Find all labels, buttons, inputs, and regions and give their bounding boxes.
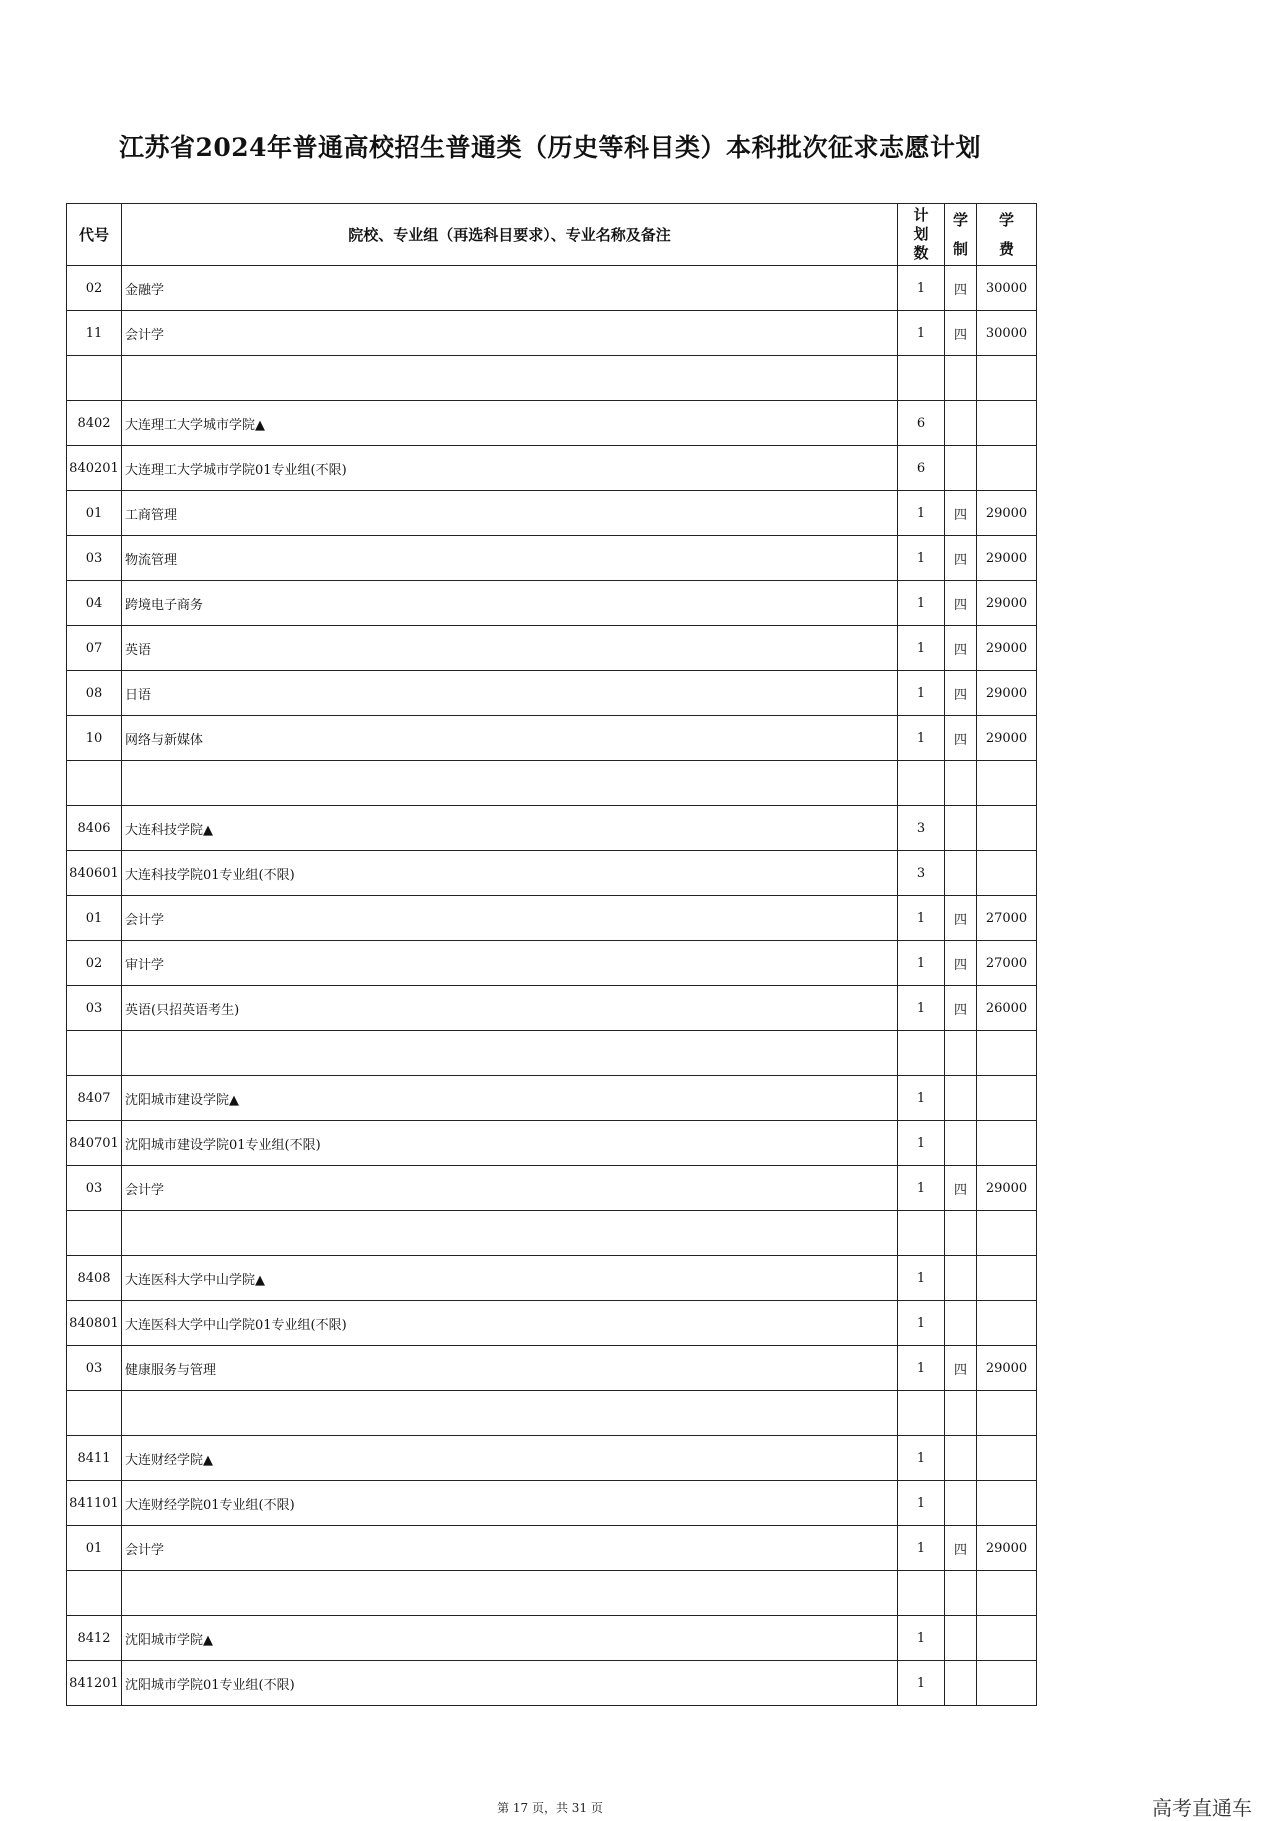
cell-code: 02 (67, 266, 122, 311)
cell-duration (945, 1616, 977, 1661)
cell-code: 8411 (67, 1436, 122, 1481)
table-row (67, 1121, 1037, 1166)
cell-fee (977, 851, 1037, 896)
header-name: 院校、专业组（再选科目要求）、专业名称及备注 (122, 204, 898, 266)
cell-plan: 1 (898, 266, 945, 311)
table-row (67, 1301, 1037, 1346)
cell-duration: 四 (945, 896, 977, 941)
table-row (67, 806, 1037, 851)
cell-duration (945, 1076, 977, 1121)
cell-plan: 1 (898, 1166, 945, 1211)
cell-fee (977, 1076, 1037, 1121)
cell-code: 8408 (67, 1256, 122, 1301)
cell-code (67, 356, 122, 401)
cell-plan: 1 (898, 1661, 945, 1706)
table-row (67, 626, 1037, 671)
cell-duration (945, 356, 977, 401)
cell-plan: 1 (898, 581, 945, 626)
cell-fee: 29000 (977, 716, 1037, 761)
cell-name: 网络与新媒体 (122, 716, 898, 761)
cell-name: 大连理工大学城市学院01专业组(不限) (122, 446, 898, 491)
cell-code: 11 (67, 311, 122, 356)
cell-duration: 四 (945, 716, 977, 761)
table-row (67, 1481, 1037, 1526)
cell-code: 840601 (67, 851, 122, 896)
table-row (67, 1571, 1037, 1616)
cell-fee: 29000 (977, 671, 1037, 716)
cell-plan: 1 (898, 986, 945, 1031)
cell-duration: 四 (945, 491, 977, 536)
cell-code: 8412 (67, 1616, 122, 1661)
cell-duration (945, 446, 977, 491)
cell-code: 01 (67, 491, 122, 536)
cell-name: 大连财经学院01专业组(不限) (122, 1481, 898, 1526)
table-header-row (67, 204, 1037, 266)
cell-code: 840201 (67, 446, 122, 491)
enrollment-plan-table (66, 203, 1037, 1706)
cell-name: 会计学 (122, 1166, 898, 1211)
cell-duration (945, 851, 977, 896)
cell-duration (945, 1571, 977, 1616)
cell-fee: 29000 (977, 1346, 1037, 1391)
cell-plan (898, 761, 945, 806)
cell-name: 英语(只招英语考生) (122, 986, 898, 1031)
cell-fee (977, 1436, 1037, 1481)
table-row (67, 401, 1037, 446)
cell-plan: 1 (898, 1616, 945, 1661)
table-row (67, 446, 1037, 491)
cell-duration: 四 (945, 1166, 977, 1211)
cell-plan: 1 (898, 941, 945, 986)
cell-fee (977, 1211, 1037, 1256)
table-row (67, 356, 1037, 401)
table-row (67, 1346, 1037, 1391)
cell-plan: 1 (898, 1481, 945, 1526)
cell-plan: 3 (898, 851, 945, 896)
cell-plan: 1 (898, 896, 945, 941)
table-row (67, 1211, 1037, 1256)
cell-fee: 30000 (977, 266, 1037, 311)
cell-name (122, 1571, 898, 1616)
cell-duration (945, 1391, 977, 1436)
table-row (67, 986, 1037, 1031)
cell-name (122, 761, 898, 806)
cell-duration: 四 (945, 536, 977, 581)
cell-plan: 1 (898, 671, 945, 716)
table-row (67, 1616, 1037, 1661)
table-row (67, 1031, 1037, 1076)
cell-plan: 3 (898, 806, 945, 851)
cell-code: 04 (67, 581, 122, 626)
table-row (67, 761, 1037, 806)
cell-fee (977, 1571, 1037, 1616)
table-row (67, 311, 1037, 356)
cell-duration (945, 761, 977, 806)
cell-code: 840801 (67, 1301, 122, 1346)
page-footer: 第 17 页，共 31 页 (497, 1801, 603, 1815)
table-row (67, 491, 1037, 536)
cell-plan (898, 1031, 945, 1076)
cell-name: 审计学 (122, 941, 898, 986)
cell-code (67, 1211, 122, 1256)
table-row (67, 266, 1037, 311)
cell-fee: 29000 (977, 1166, 1037, 1211)
cell-name: 金融学 (122, 266, 898, 311)
cell-code: 840701 (67, 1121, 122, 1166)
cell-duration: 四 (945, 626, 977, 671)
cell-duration (945, 1256, 977, 1301)
table-row (67, 1526, 1037, 1571)
cell-name: 大连科技学院▲ (122, 806, 898, 851)
cell-name (122, 1391, 898, 1436)
cell-code: 08 (67, 671, 122, 716)
cell-fee: 29000 (977, 1526, 1037, 1571)
table-row (67, 1166, 1037, 1211)
cell-duration: 四 (945, 671, 977, 716)
cell-fee (977, 1391, 1037, 1436)
cell-plan: 1 (898, 1301, 945, 1346)
cell-name: 会计学 (122, 896, 898, 941)
cell-name (122, 356, 898, 401)
cell-code: 8406 (67, 806, 122, 851)
cell-duration (945, 1436, 977, 1481)
cell-name: 健康服务与管理 (122, 1346, 898, 1391)
header-duration: 学 制 (945, 204, 977, 266)
cell-name: 沈阳城市学院01专业组(不限) (122, 1661, 898, 1706)
cell-fee: 30000 (977, 311, 1037, 356)
cell-code (67, 761, 122, 806)
cell-fee: 29000 (977, 491, 1037, 536)
cell-name: 工商管理 (122, 491, 898, 536)
cell-fee (977, 1256, 1037, 1301)
cell-plan: 1 (898, 626, 945, 671)
cell-duration (945, 1121, 977, 1166)
cell-duration: 四 (945, 1526, 977, 1571)
cell-duration: 四 (945, 311, 977, 356)
cell-duration (945, 401, 977, 446)
table-row (67, 716, 1037, 761)
cell-code: 01 (67, 896, 122, 941)
table-row (67, 1391, 1037, 1436)
cell-plan: 1 (898, 1526, 945, 1571)
cell-fee: 29000 (977, 536, 1037, 581)
cell-name: 英语 (122, 626, 898, 671)
cell-fee (977, 1481, 1037, 1526)
header-code: 代号 (67, 204, 122, 266)
cell-name (122, 1211, 898, 1256)
cell-name: 日语 (122, 671, 898, 716)
table-row (67, 1256, 1037, 1301)
cell-duration: 四 (945, 1346, 977, 1391)
cell-code: 07 (67, 626, 122, 671)
cell-duration (945, 1211, 977, 1256)
cell-code: 01 (67, 1526, 122, 1571)
cell-fee: 27000 (977, 896, 1037, 941)
cell-name: 大连财经学院▲ (122, 1436, 898, 1481)
cell-code: 8407 (67, 1076, 122, 1121)
table-row (67, 896, 1037, 941)
cell-code: 03 (67, 1346, 122, 1391)
cell-name: 跨境电子商务 (122, 581, 898, 626)
cell-plan: 1 (898, 491, 945, 536)
cell-fee (977, 401, 1037, 446)
table-row (67, 671, 1037, 716)
cell-code: 03 (67, 986, 122, 1031)
cell-name: 大连科技学院01专业组(不限) (122, 851, 898, 896)
cell-code: 03 (67, 536, 122, 581)
cell-fee (977, 1616, 1037, 1661)
cell-fee (977, 1121, 1037, 1166)
cell-plan: 1 (898, 716, 945, 761)
cell-plan: 6 (898, 446, 945, 491)
cell-fee (977, 806, 1037, 851)
cell-plan (898, 356, 945, 401)
cell-name: 大连理工大学城市学院▲ (122, 401, 898, 446)
cell-plan: 6 (898, 401, 945, 446)
cell-plan (898, 1211, 945, 1256)
cell-fee (977, 446, 1037, 491)
header-plan: 计 划 数 (898, 204, 945, 266)
cell-name (122, 1031, 898, 1076)
cell-code (67, 1571, 122, 1616)
cell-fee (977, 356, 1037, 401)
cell-duration (945, 1301, 977, 1346)
table-row (67, 941, 1037, 986)
cell-fee: 26000 (977, 986, 1037, 1031)
table-row (67, 536, 1037, 581)
cell-code (67, 1031, 122, 1076)
table-row (67, 581, 1037, 626)
cell-plan: 1 (898, 1346, 945, 1391)
cell-duration: 四 (945, 941, 977, 986)
cell-fee (977, 1301, 1037, 1346)
cell-plan (898, 1391, 945, 1436)
cell-duration (945, 1481, 977, 1526)
header-fee: 学 费 (977, 204, 1037, 266)
table-row (67, 851, 1037, 896)
cell-duration: 四 (945, 986, 977, 1031)
cell-code: 02 (67, 941, 122, 986)
cell-duration: 四 (945, 581, 977, 626)
table-row (67, 1436, 1037, 1481)
cell-code: 841101 (67, 1481, 122, 1526)
table-row (67, 1076, 1037, 1121)
cell-plan: 1 (898, 1076, 945, 1121)
cell-fee (977, 761, 1037, 806)
cell-fee: 29000 (977, 581, 1037, 626)
cell-plan: 1 (898, 1121, 945, 1166)
table-row (67, 1661, 1037, 1706)
cell-name: 会计学 (122, 1526, 898, 1571)
cell-code: 841201 (67, 1661, 122, 1706)
page-title: 江苏省2024年普通高校招生普通类（历史等科目类）本科批次征求志愿计划 (118, 133, 982, 162)
cell-plan: 1 (898, 1256, 945, 1301)
cell-fee: 29000 (977, 626, 1037, 671)
cell-fee (977, 1661, 1037, 1706)
cell-duration (945, 1031, 977, 1076)
cell-name: 沈阳城市建设学院▲ (122, 1076, 898, 1121)
cell-duration (945, 1661, 977, 1706)
cell-plan: 1 (898, 311, 945, 356)
cell-code: 03 (67, 1166, 122, 1211)
cell-name: 沈阳城市建设学院01专业组(不限) (122, 1121, 898, 1166)
watermark-text: 高考直通车 (1152, 1796, 1252, 1820)
cell-duration (945, 806, 977, 851)
cell-duration: 四 (945, 266, 977, 311)
cell-code: 8402 (67, 401, 122, 446)
cell-fee: 27000 (977, 941, 1037, 986)
cell-name: 会计学 (122, 311, 898, 356)
cell-code (67, 1391, 122, 1436)
cell-name: 大连医科大学中山学院▲ (122, 1256, 898, 1301)
cell-fee (977, 1031, 1037, 1076)
cell-code: 10 (67, 716, 122, 761)
cell-name: 大连医科大学中山学院01专业组(不限) (122, 1301, 898, 1346)
cell-plan: 1 (898, 1436, 945, 1481)
cell-name: 沈阳城市学院▲ (122, 1616, 898, 1661)
cell-plan: 1 (898, 536, 945, 581)
cell-plan (898, 1571, 945, 1616)
cell-name: 物流管理 (122, 536, 898, 581)
